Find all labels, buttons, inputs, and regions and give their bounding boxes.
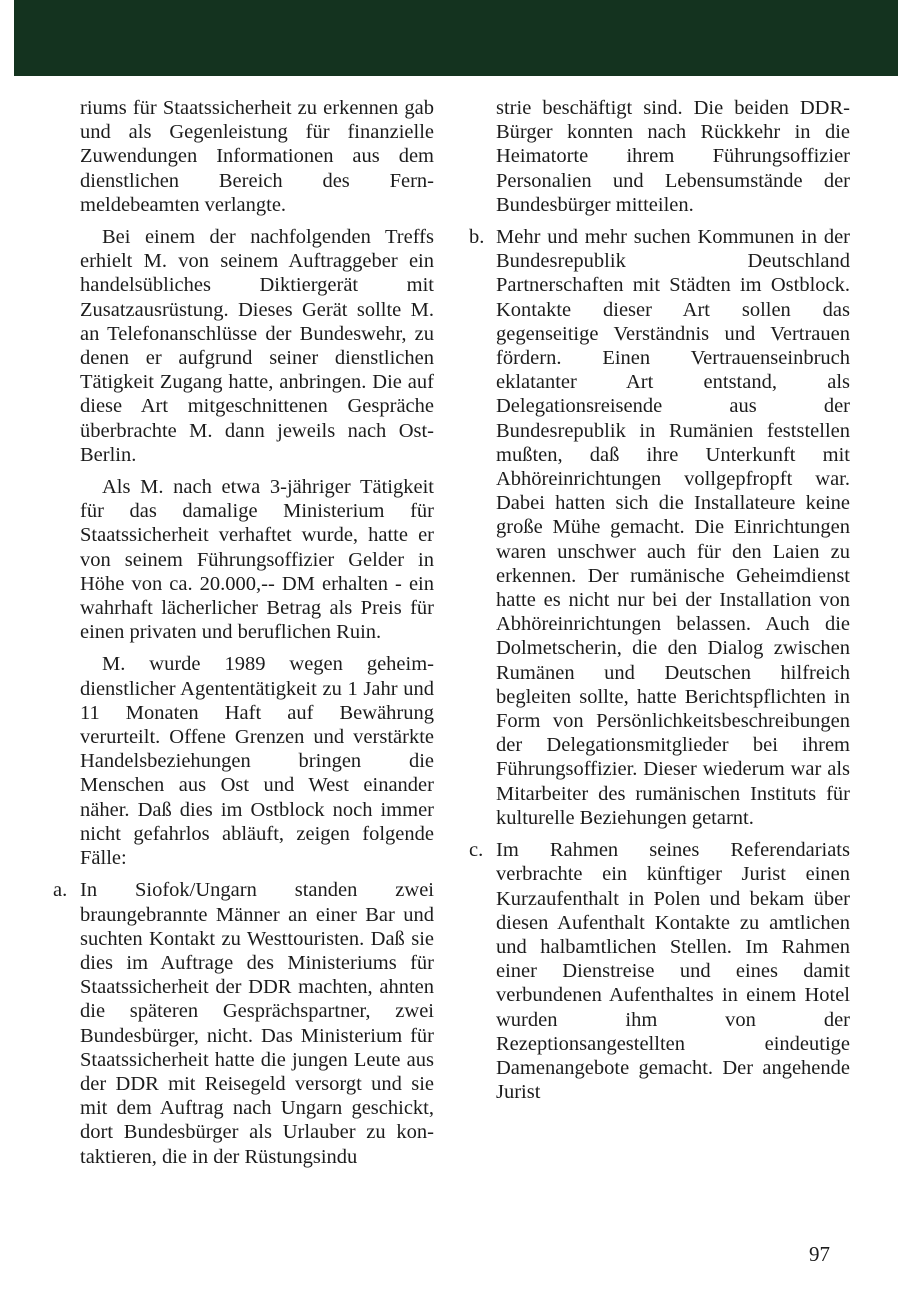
left-column — [53, 96, 434, 1177]
list-marker: b. — [469, 226, 485, 249]
paragraph: M. wurde 1989 wegen geheimdienstlicher Agententätigkeit zu 1 Jahr und 11 Monaten Haft auf Bewährung verurteilt. Offene Grenzen und verstärkte Handelsbeziehungen bringen die Menschen aus Ost und West einander näher. Daß dies im Ostblock noch immer nicht gefahrlos abläuft, zeigen folgende Fälle: — [80, 653, 434, 870]
paragraph: Bei einem der nachfolgenden Treffs erhielt M. von seinem Auftraggeber ein handelsübliches Diktiergerät mit Zusatzausrüstung. Dieses Gerät sollte M. an Telefonanschlüsse der Bundeswehr, zu denen er aufgrund seiner dienstlichen Tätigkeit Zugang hatte, anbringen. Die auf diese Art mitgeschnittenen Gespräche überbrachte M. dann jeweils nach Ost-Berlin. — [80, 226, 434, 466]
list-marker: c. — [469, 839, 484, 862]
page-number: 97 — [809, 1242, 830, 1266]
paragraph-continued: riums für Staatssicherheit zu erkennen gab und als Gegenleistung für finanzielle Zuwendungen Informationen aus dem dienstlichen Bereich des Fernmeldebeamten verlangte. — [80, 97, 434, 216]
paragraph: Als M. nach etwa 3-jähriger Tätigkeit für das damalige Ministerium für Staatssicherheit verhaftet wurde, hatte er von seinem Führungsoffizier Gelder in Höhe von ca. 20.000,-- DM erhalten - ein wahrhaft lächerlicher Betrag als Preis für einen privaten und beruflichen Ruin. — [80, 476, 434, 644]
list-item-text: In Siofok/Ungarn standen zwei braungebrannte Männer an einer Bar und suchten Kontakt zu Westtouristen. Daß sie dies im Auftrage des Ministeriums für Staatssicherheit der DDR machten, ahnten die späteren Gesprächspartner, zwei Bundesbürger, nicht. Das Ministerium für Staatssicherheit hatte die jungen Leute aus der DDR mit Reisegeld versorgt und sie mit dem Auftrag nach Ungarn geschickt, dort Bundesbürger als Urlauber zu kontaktieren, die in der Rüstungsindu — [80, 879, 434, 1168]
list-marker: a. — [53, 879, 68, 902]
list-item-b — [469, 225, 850, 830]
list-item-c — [469, 838, 850, 1104]
right-column — [469, 96, 850, 1112]
header-band — [14, 0, 898, 76]
list-item-text: Im Rahmen seines Referendariats verbrachte ein künftiger Jurist einen Kurzaufenthalt in Polen und bekam über diesen Aufenthalt Kontakte zu amtlichen und halbamtlichen Stellen. Im Rahmen einer Dienstreise und eines damit verbundenen Aufenthaltes in einem Hotel wurden ihm von der Rezeptionsangestellten eindeutige Damenangebote gemacht. Der angehende Jurist — [496, 839, 850, 1104]
list-item-a — [53, 878, 434, 1168]
list-item-a-continued: strie beschäftigt sind. Die beiden DDR-Bürger konnten nach Rückkehr in die Heimatorte ihrem Führungsoffizier Personalien und Lebensumstände der Bundesbürger mitteilen. — [496, 97, 850, 216]
list-item-text: Mehr und mehr suchen Kommunen in der Bundesrepublik Deutschland Partnerschaften mit Städten im Ostblock. Kontakte dieser Art sollen das gegenseitige Verständnis und Vertrauen fördern. Einen Vertrauenseinbruch eklatanter Art entstand, als Delegationsreisende aus der Bundesrepublik in Rumänien feststellen mußten, daß ihre Unterkunft mit Abhöreinrichtungen vollgepfropft war. Dabei hatten sich die Installateure keine große Mühe gemacht. Die Einrichtungen waren unschwer auch für den Laien zu erkennen. Der rumänische Geheimdienst hatte es nicht nur bei der Installation von Abhöreinrichtungen belassen. Auch die Dolmetscherin, die den Dialog zwischen Rumänen und Deutschen hilfreich begleiten sollte, hatte Berichtspflichten in Form von Persönlichkeitsbeschreibungen der Delegationsmitglieder bei ihrem Führungsoffizier. Dieser wiederum war als Mitarbeiter des rumänischen Instituts für kulturelle Beziehungen getarnt. — [496, 226, 850, 829]
